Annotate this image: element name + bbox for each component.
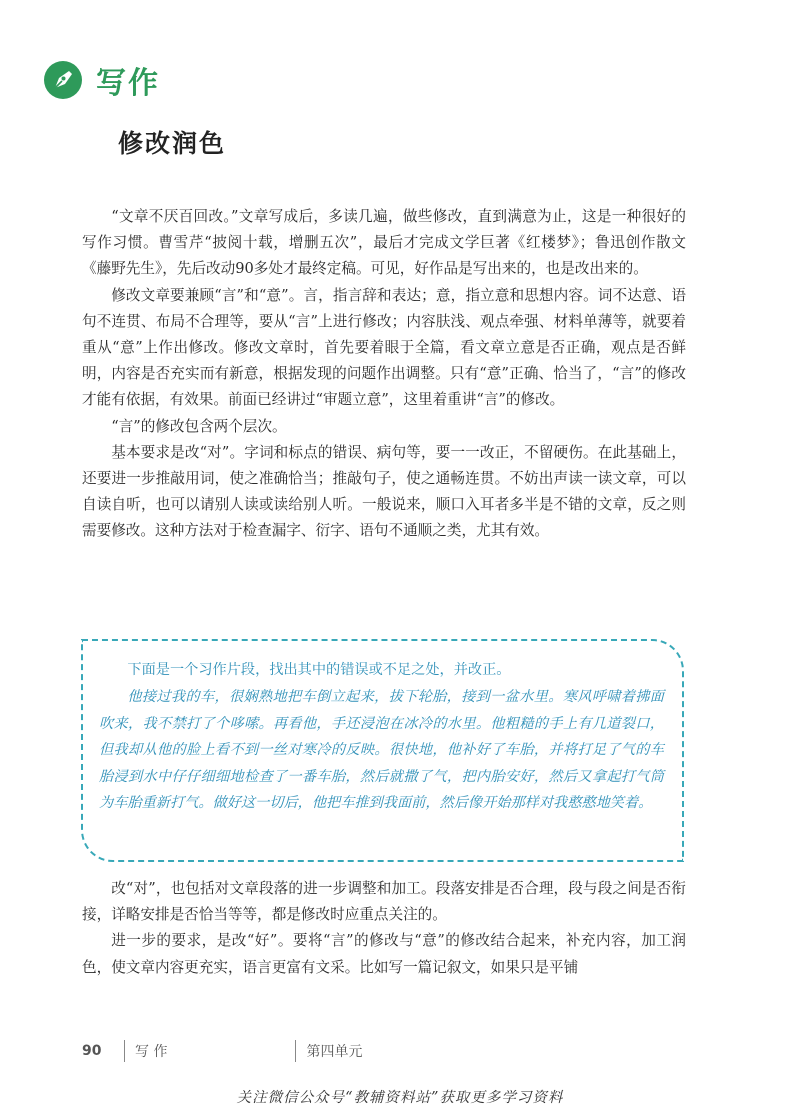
paragraph: 进一步的要求，是改“好”。要将“言”的修改与“意”的修改结合起来，补充内容，加工润色，使文章内容更充实，语言更富有文采。比如写一篇记叙文，如果只是平铺 bbox=[82, 932, 686, 976]
page-title: 修改润色 bbox=[118, 129, 227, 158]
divider bbox=[124, 1040, 125, 1062]
exercise-box bbox=[81, 639, 684, 862]
paragraph: 改“对”，也包括对文章段落的进一步调整和加工。段落安排是否合理，段与段之间是否衔接，详略安排是否恰当等等，都是修改时应重点关注的。 bbox=[82, 880, 686, 924]
section-header bbox=[44, 58, 160, 102]
page-footer bbox=[82, 1040, 362, 1062]
exercise-instruction: 下面是一个习作片段，找出其中的错误或不足之处，并改正。 bbox=[127, 662, 511, 678]
body-text-top bbox=[82, 204, 686, 545]
watermark-text: 关注微信公众号“教辅资料站”获取更多学习资料 bbox=[236, 1090, 564, 1106]
footer-unit: 第四单元 bbox=[306, 1044, 363, 1060]
footer-section: 写 作 bbox=[135, 1044, 168, 1060]
paragraph: 修改文章要兼顾“言”和“意”。言，指言辞和表达；意，指立意和思想内容。词不达意、语句不连贯、布局不合理等，要从“言”上进行修改；内容肤浅、观点牵强、材料单薄等，就要着重从“意”上作出修改。修改文章时，首先要着眼于全篇，看文章立意是否正确，观点是否鲜明，内容是否充实而有新意，根据发现的问题作出调整。只有“意”正确、恰当了，“言”的修改才能有依据，有效果。前面已经讲过“审题立意”，这里着重讲“言”的修改。 bbox=[82, 286, 686, 409]
body-text-bottom bbox=[82, 876, 686, 981]
paragraph: 基本要求是改“对”。字词和标点的错误、病句等，要一一改正，不留硬伤。在此基础上，还要进一步推敲用词，使之准确恰当；推敲句子，使之通畅连贯。不妨出声读一读文章，可以自读自听，也可以请别人读或读给别人听。一般说来，顺口入耳者多半是不错的文章，反之则需要修改。这种方法对于检查漏字、衍字、语句不通顺之类，尤其有效。 bbox=[82, 443, 686, 540]
page-number: 90 bbox=[82, 1043, 102, 1059]
paragraph: “文章不厌百回改。”文章写成后，多读几遍，做些修改，直到满意为止，这是一种很好的写作习惯。曹雪芹“披阅十载，增删五次”，最后才完成文学巨著《红楼梦》；鲁迅创作散文《藤野先生》，先后改动90多处才最终定稿。可见，好作品是写出来的，也是改出来的。 bbox=[82, 208, 686, 278]
divider bbox=[295, 1040, 296, 1062]
pen-nib-icon bbox=[44, 61, 82, 99]
paragraph: “言”的修改包含两个层次。 bbox=[111, 417, 287, 435]
exercise-passage: 他接过我的车，很娴熟地把车倒立起来，拔下轮胎，接到一盆水里。寒风呼啸着拂面吹来，我不禁打了个哆嗦。再看他，手还浸泡在冰冷的水里。他粗糙的手上有几道裂口，但我却从他的脸上看不到一丝对寒冷的反映。很快地，他补好了车胎，并将打足了气的车胎浸到水中仔仔细细地检查了一番车胎，然后就撒了气，把内胎安好，然后又拿起打气筒为车胎重新打气。做好这一切后，他把车推到我面前，然后像开始那样对我憨憨地笑着。 bbox=[99, 689, 664, 811]
section-title: 写作 bbox=[96, 66, 160, 101]
